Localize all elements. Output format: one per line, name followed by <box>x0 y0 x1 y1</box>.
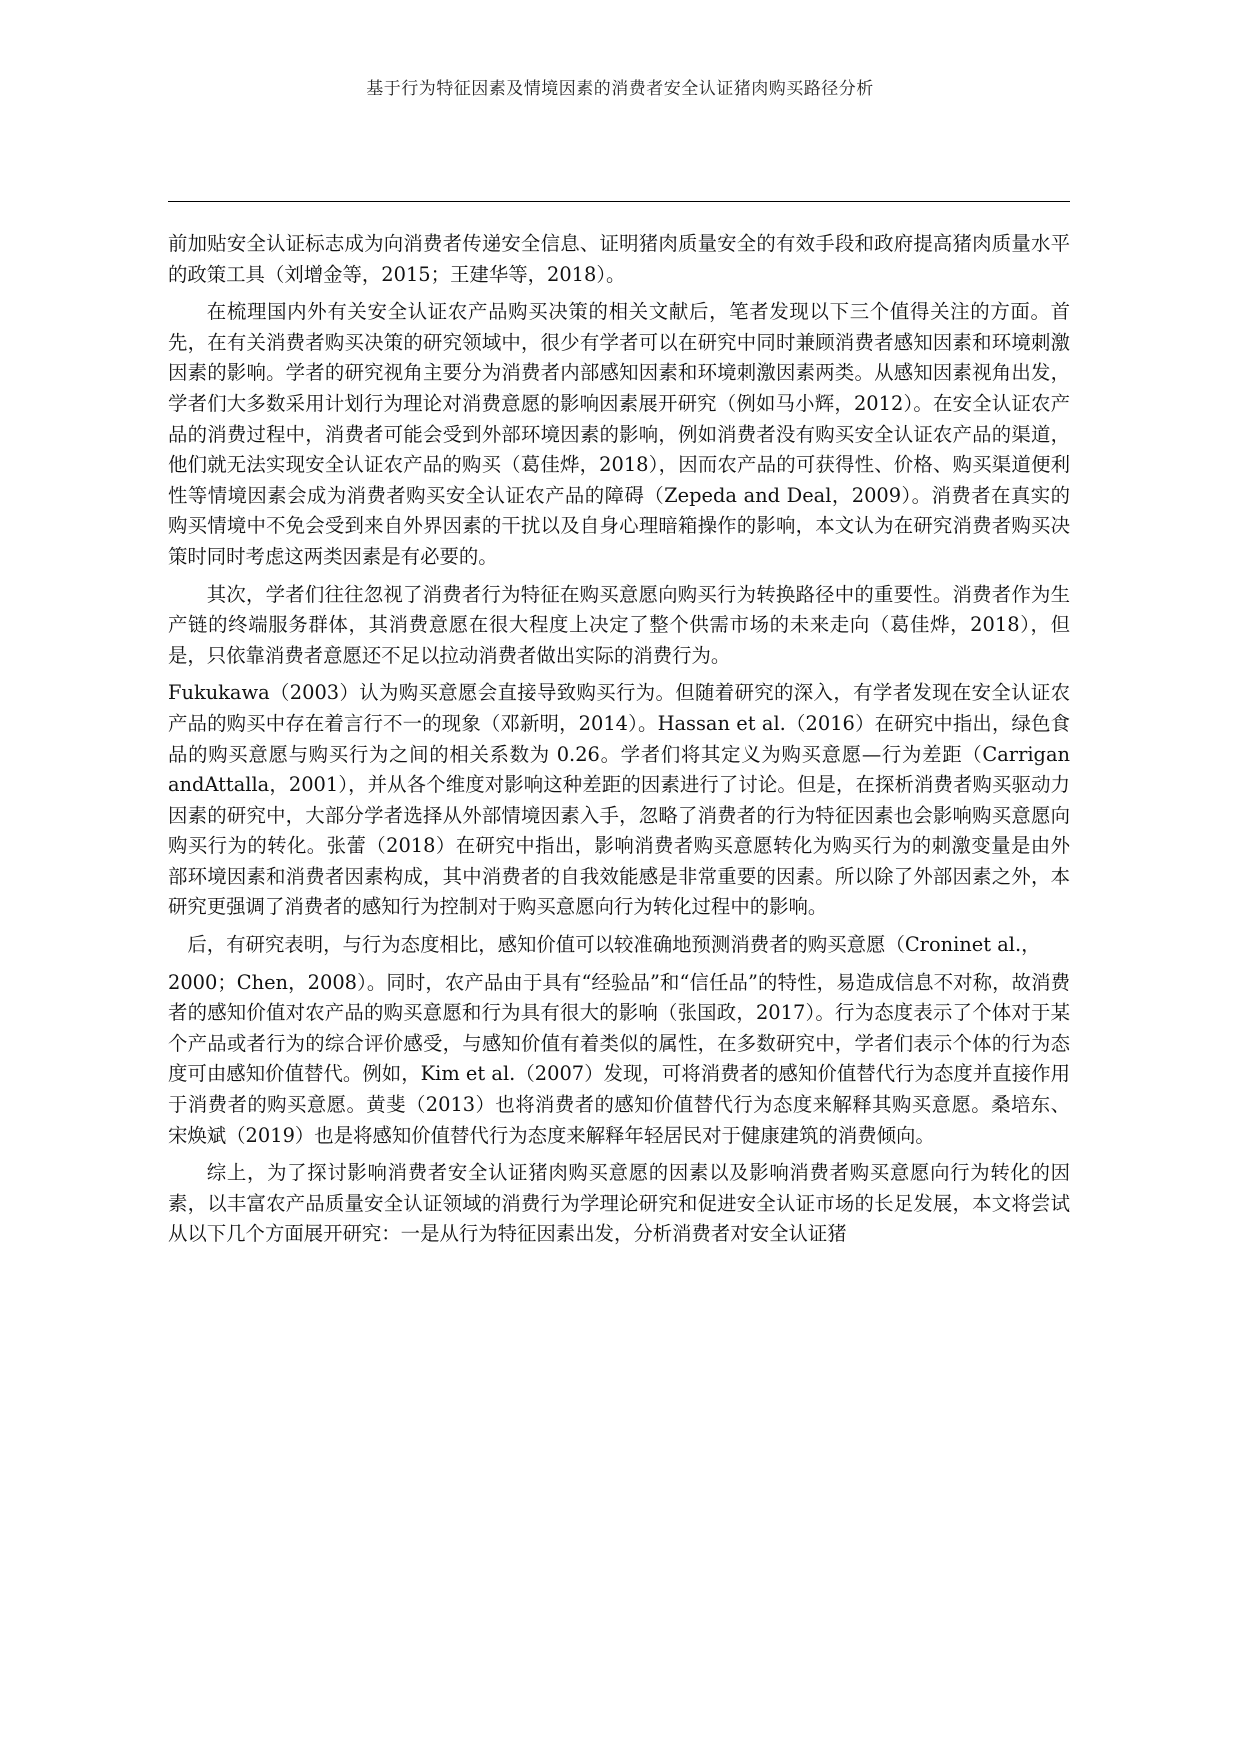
paragraph-gap <box>168 961 1070 968</box>
article-body <box>168 229 1070 1250</box>
paragraph-gap <box>168 1151 1070 1158</box>
paragraph-4: Fukukawa（2003）认为购买意愿会直接导致购买行为。但随着研究的深入，有学者发现在安全认证农产品的购买中存在着言行不一的现象（邓新明，2014）。Hassan et al.（2016）在研究中指出，绿色食品的购买意愿与购买行为之间的相关系数为 0.26。学者们将其定义为购买意愿—行为差距（Carrigan andAttalla，2001），并从各个维度对影响这种差距的因素进行了讨论。但是，在探析消费者购买驱动力因素的研究中，大部分学者选择从外部情境因素入手，忽略了消费者的行为特征因素也会影响购买意愿向购买行为的转化。张蕾（2018）在研究中指出，影响消费者购买意愿转化为购买行为的刺激变量是由外部环境因素和消费者因素构成，其中消费者的自我效能感是非常重要的因素。所以除了外部因素之外，本研究更强调了消费者的感知行为控制对于购买意愿向行为转化过程中的影响。 <box>168 681 1070 919</box>
paragraph-5: 后，有研究表明，与行为态度相比，感知价值可以较准确地预测消费者的购买意愿（Croninet al.， <box>187 933 1041 957</box>
header-divider <box>168 201 1070 202</box>
paragraph-3: 其次，学者们往往忽视了消费者行为特征在购买意愿向购买行为转换路径中的重要性。消费者作为生产链的终端服务群体，其消费意愿在很大程度上决定了整个供需市场的未来走向（葛佳烨，2018），但是，只依靠消费者意愿还不足以拉动消费者做出实际的消费行为。 <box>168 582 1070 667</box>
paragraph-7: 综上，为了探讨影响消费者安全认证猪肉购买意愿的因素以及影响消费者购买意愿向行为转化的因素，以丰富农产品质量安全认证领域的消费行为学理论研究和促进安全认证市场的长足发展，本文将尝试从以下几个方面展开研究：一是从行为特征因素出发，分析消费者对安全认证猪 <box>168 1161 1070 1246</box>
paragraph-1: 前加贴安全认证标志成为向消费者传递安全信息、证明猪肉质量安全的有效手段和政府提高猪肉质量水平的政策工具（刘增金等，2015；王建华等，2018）。 <box>168 232 1070 286</box>
paragraph-gap <box>168 923 1070 930</box>
paragraph-gap <box>168 671 1070 678</box>
running-header-title: 基于行为特征因素及情境因素的消费者安全认证猪肉购买路径分析 <box>366 79 874 99</box>
paragraph-6: 2000；Chen，2008）。同时，农产品由于具有“经验品”和“信任品”的特性，易造成信息不对称，故消费者的感知价值对农产品的购买意愿和行为具有很大的影响（张国政，2017）。行为态度表示了个体对于某个产品或者行为的综合评价感受，与感知价值有着类似的属性，在多数研究中，学者们表示个体的行为态度可由感知价值替代。例如，Kim et al.（2007）发现，可将消费者的感知价值替代行为态度并直接作用于消费者的购买意愿。黄斐（2013）也将消费者的感知价值替代行为态度来解释其购买意愿。桑培东、宋焕斌（2019）也是将感知价值替代行为态度来解释年轻居民对于健康建筑的消费倾向。 <box>168 970 1070 1147</box>
paragraph-2: 在梳理国内外有关安全认证农产品购买决策的相关文献后，笔者发现以下三个值得关注的方面。首先，在有关消费者购买决策的研究领域中，很少有学者可以在研究中同时兼顾消费者感知因素和环境刺激因素的影响。学者的研究视角主要分为消费者内部感知因素和环境刺激因素两类。从感知因素视角出发，学者们大多数采用计划行为理论对消费意愿的影响因素展开研究（例如马小辉，2012）。在安全认证农产品的消费过程中，消费者可能会受到外部环境因素的影响，例如消费者没有购买安全认证农产品的渠道，他们就无法实现安全认证农产品的购买（葛佳烨，2018），因而农产品的可获得性、价格、购买渠道便利性等情境因素会成为消费者购买安全认证农产品的障碍（Zepeda and Deal，2009）。消费者在真实的购买情境中不免会受到来自外界因素的干扰以及自身心理暗箱操作的影响，本文认为在研究消费者购买决策时同时考虑这两类因素是有必要的。 <box>168 300 1070 568</box>
paragraph-gap <box>168 290 1070 297</box>
paragraph-gap <box>168 573 1070 580</box>
